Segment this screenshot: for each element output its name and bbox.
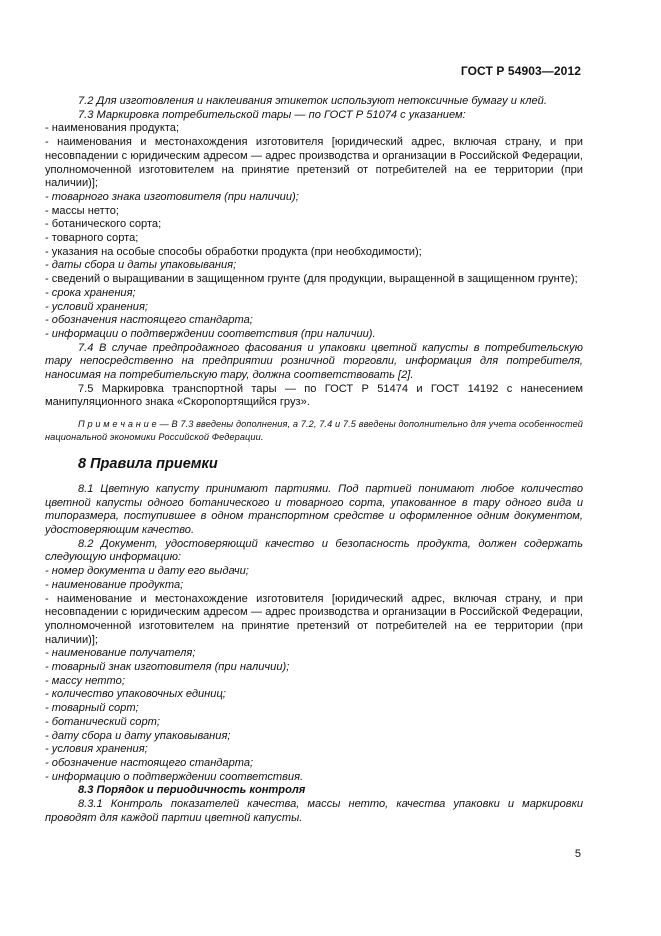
list-item: - условий хранения; bbox=[45, 300, 148, 313]
section-8-title: 8 Правила приемки bbox=[78, 456, 218, 473]
page-number: 5 bbox=[574, 848, 581, 860]
list-item: - условия хранения; bbox=[45, 743, 148, 756]
list-item: - ботанический сорт; bbox=[45, 715, 160, 728]
clause-8-3-1: 8.3.1 Контроль показателей качества, массы нетто, качества упаковки и маркировки проводят для каждой партии цветной капусты. bbox=[45, 798, 583, 824]
list-item: - наименования продукта; bbox=[45, 122, 180, 135]
list-item: - номер документа и дату его выдачи; bbox=[45, 565, 249, 578]
list-item: - ботанического сорта; bbox=[45, 218, 162, 231]
list-item: - даты сбора и даты упаковывания; bbox=[45, 259, 237, 272]
clause-8-2: 8.2 Документ, удостоверяющий качество и безопасность продукта, должен содержать следующую информацию: bbox=[45, 537, 583, 564]
list-item: - указания на особые способы обработки продукта (при необходимости); bbox=[45, 245, 422, 258]
list-item: - количество упаковочных единиц; bbox=[45, 688, 226, 701]
list-item: - наименование и местонахождение изготовителя [юридический адрес, включая страну, и при несовпадении с юридическим адресом — адрес производства и организации в Российской Федерации, уполномоченной изготовителем на принятие претензий от потребителей на ее территории (при наличии)]; bbox=[45, 592, 583, 646]
list-item: - информации о подтверждении соответствия (при наличии). bbox=[45, 327, 376, 340]
list-item: - массы нетто; bbox=[45, 204, 119, 217]
list-item: - наименование получателя; bbox=[45, 647, 196, 660]
list-item: - товарный сорт; bbox=[45, 702, 139, 715]
list-item: - массу нетто; bbox=[45, 674, 125, 687]
clause-7-4: 7.4 В случае предпродажного фасования и упаковки цветной капусты в потребительскую тару непосредственно на предприятии розничной торговли, информация для потребителя, наносимая на потребительскую тару, должна соответствовать [2]. bbox=[45, 341, 583, 382]
clause-7-5: 7.5 Маркировка транспортной тары — по ГОСТ Р 51474 и ГОСТ 14192 с нанесением манипуляционного знака «Скоропортящийся груз». bbox=[45, 382, 583, 409]
list-item: - товарного сорта; bbox=[45, 232, 139, 245]
list-item: - информацию о подтверждении соответствия. bbox=[45, 770, 304, 783]
list-item: - обозначения настоящего стандарта; bbox=[45, 314, 253, 327]
clause-7-2: 7.2 Для изготовления и наклеивания этикеток используют нетоксичные бумагу и клей. bbox=[78, 95, 547, 107]
list-item: - товарного знака изготовителя (при наличии); bbox=[45, 190, 299, 203]
list-item: - сведений о выращивании в защищенном грунте (для продукции, выращенной в защищенном грунте); bbox=[45, 273, 578, 286]
list-item: - товарный знак изготовителя (при наличии); bbox=[45, 661, 290, 674]
subsection-8-3-title: 8.3 Порядок и периодичность контроля bbox=[78, 784, 306, 797]
clause-7-3: 7.3 Маркировка потребительской тары — по ГОСТ Р 51074 с указанием: bbox=[78, 108, 466, 121]
list-item: - срока хранения; bbox=[45, 286, 136, 299]
document-body bbox=[45, 95, 583, 825]
doc-code-header: ГОСТ Р 54903—2012 bbox=[460, 64, 581, 78]
clause-8-1: 8.1 Цветную капусту принимают партиями. Под партией понимают любое количество цветной капусты одного ботанического и товарного сорта, упакованное в тару одного вида и типоразмера, поступившее в одном транспортном средстве и оформленное одним документом, удостоверяющим качество. bbox=[45, 482, 583, 536]
note: П р и м е ч а н и е — В 7.3 введены дополнения, а 7.2, 7.4 и 7.5 введены дополнительно для учета особенностей национальной экономики Российской Федерации. bbox=[45, 419, 583, 442]
list-item: - дату сбора и дату упаковывания; bbox=[45, 729, 231, 742]
list-item: - наименования и местонахождения изготовителя [юридический адрес, включая страну, и при несовпадении с юридическим адресом — адрес производства и организации в Российской Федерации, уполномоченной изготовителем на принятие претензий от потребителей на ее территории (при наличии)]; bbox=[45, 136, 583, 190]
list-item: - наименование продукта; bbox=[45, 578, 184, 591]
list-item: - обозначение настоящего стандарта; bbox=[45, 756, 254, 769]
